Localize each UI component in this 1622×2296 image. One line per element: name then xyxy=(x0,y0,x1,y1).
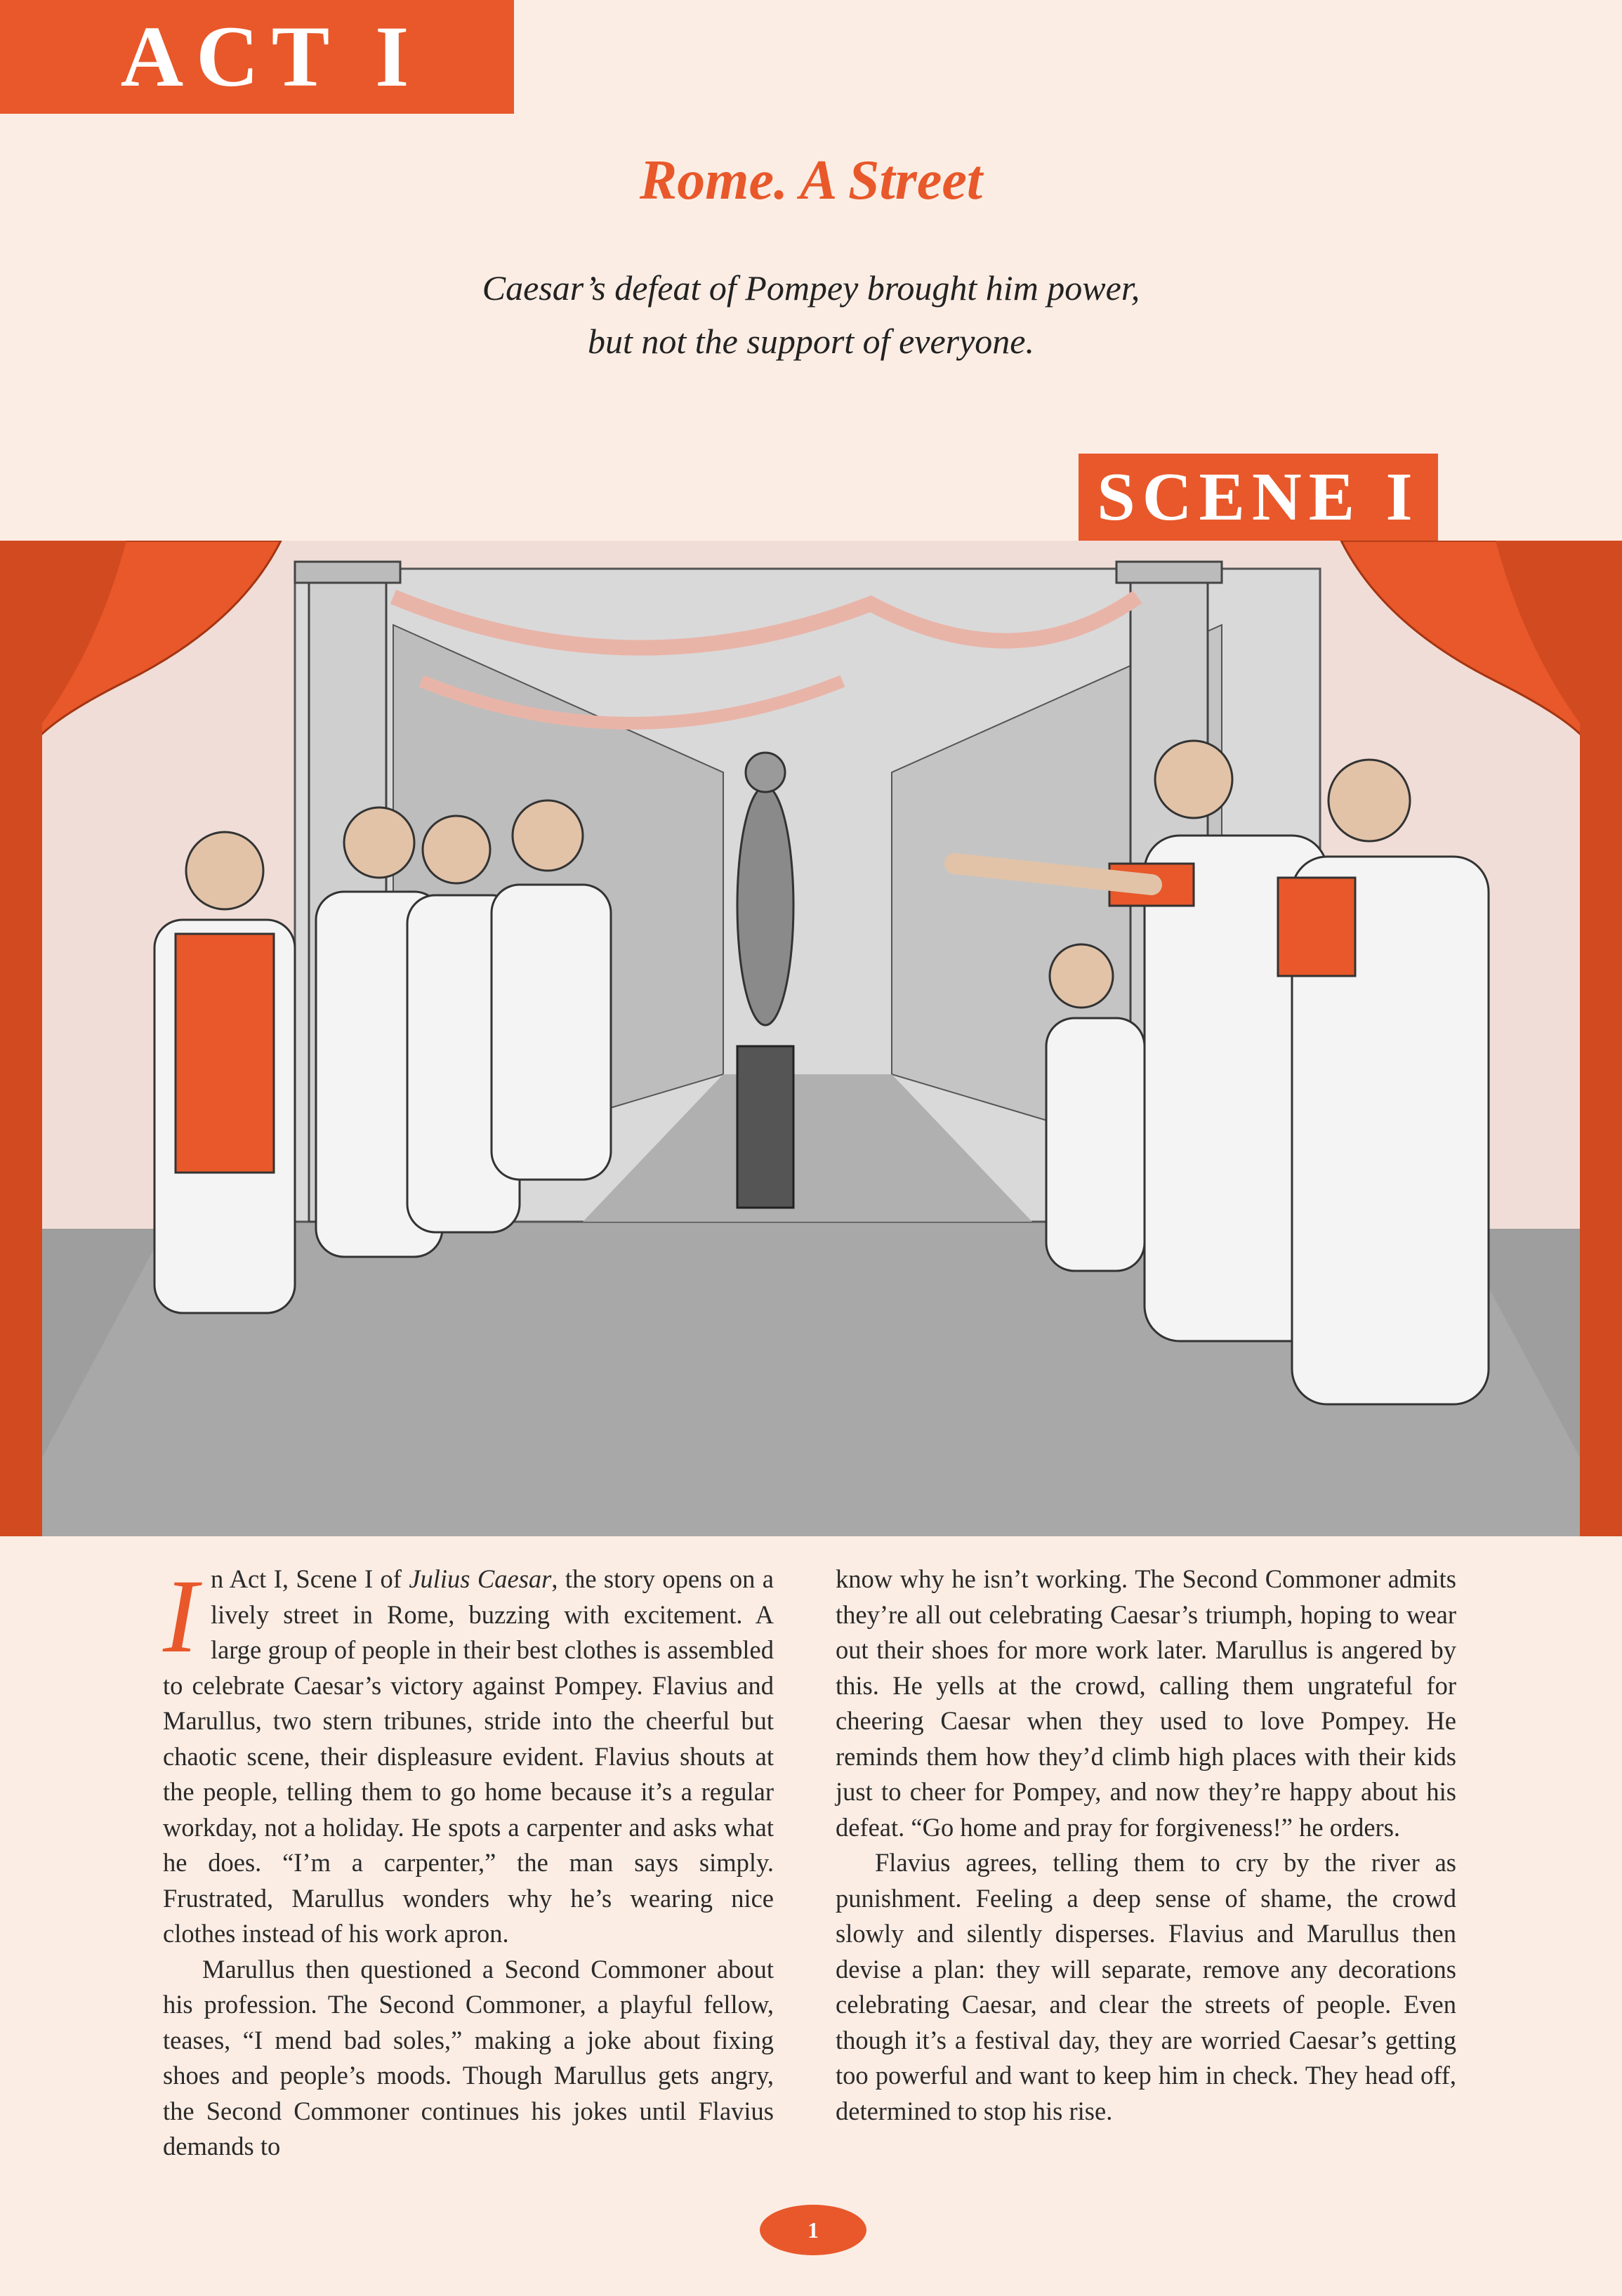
act-banner xyxy=(0,0,514,114)
subtitle-line-1: Caesar’s defeat of Pompey brought him power, xyxy=(482,268,1140,308)
scene-location: Rome. A Street xyxy=(639,150,983,211)
scene-title: SCENE I xyxy=(1097,459,1420,535)
paragraph-4: Flavius agrees, telling them to cry by the river as punishment. Feeling a deep sense of shame, the crowd slowly and silently disperses. Flavius and Marullus then devise a plan: they will separate, remove any decorations celebrating Caesar, and clear the streets of people. Even though it’s a festival day, they are worried Caesar’s getting too powerful and want to keep him in check. They head off, determined to stop his rise. xyxy=(836,1848,1456,2125)
stage-illustration xyxy=(0,541,1622,1536)
stage-illustration-svg xyxy=(0,541,1622,1536)
play-title: Julius Caesar xyxy=(409,1564,552,1593)
page-number: 1 xyxy=(807,2217,819,2243)
paragraph-1 xyxy=(163,1558,774,1952)
page-number-badge xyxy=(760,2205,866,2255)
paragraph-1-start: n Act I, Scene I of xyxy=(210,1564,409,1593)
drop-cap: I xyxy=(163,1558,198,1675)
text-column-left xyxy=(163,1558,774,2165)
paragraph-2: Marullus then questioned a Second Commoner about his profession. The Second Commoner, a playful fellow, teases, “I mend bad soles,” making a joke about fixing shoes and people’s moods. Though Marullus gets angry, the Second Commoner continues his jokes until Flavius demands to xyxy=(163,1954,774,2160)
subtitle-line-2: but not the support of everyone. xyxy=(588,322,1034,361)
paragraph-1-rest: , the story opens on a lively street in Rome, buzzing with excitement. A large group of people in their best clothes is assembled to celebrate Caesar’s victory against Pompey. Flavius and Marullus, two stern tribunes, stride into the cheerful but chaotic scene, their displeasure evident. Flavius shouts at the people, telling them to go home because it’s a regular workday, not a holiday. He spots a carpenter and asks what he does. “I’m a carpenter,” the man says simply. Frustrated, Marullus wonders why he’s wearing nice clothes instead of his work apron. xyxy=(163,1564,774,1948)
paragraph-3: know why he isn’t working. The Second Commoner admits they’re all out celebrating Caesar’s triumph, hoping to wear out their shoes for more work later. Marullus is angered by this. He yells at the crowd, calling them ungrateful for cheering Caesar when they used to love Pompey. He reminds them how they’d climb high places with their kids just to cheer for Pompey, and now they’re happy about his defeat. “Go home and pray for forgiveness!” he orders. xyxy=(836,1564,1456,1842)
text-column-right xyxy=(836,1562,1456,2129)
scene-banner xyxy=(1079,454,1438,541)
subtitle xyxy=(0,261,1622,368)
act-title: ACT I xyxy=(120,8,422,105)
